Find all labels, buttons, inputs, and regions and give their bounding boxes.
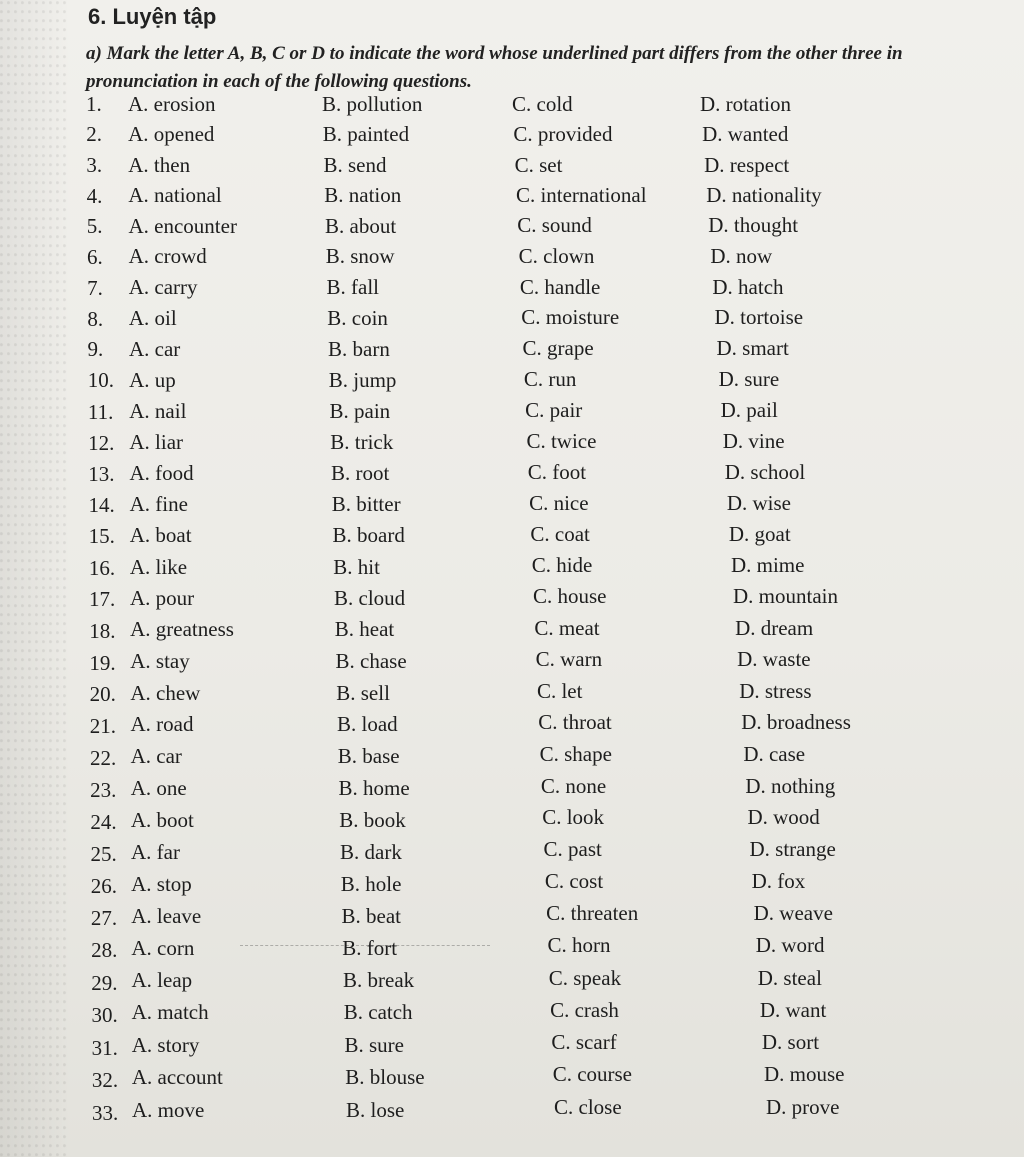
option-b: B. dark — [340, 839, 402, 864]
option-c: C. look — [542, 805, 605, 830]
option-a: A. road — [130, 712, 194, 737]
option-b: B. sure — [344, 1032, 404, 1057]
option-a: A. crowd — [128, 244, 207, 269]
option-c: C. run — [523, 366, 577, 391]
question-row-14 — [0, 490, 1024, 523]
question-number: 18. — [89, 618, 116, 643]
option-a: A. erosion — [128, 92, 216, 116]
option-a: A. national — [128, 183, 222, 208]
option-a: A. encounter — [128, 213, 237, 238]
option-b: B. bitter — [331, 491, 401, 516]
option-c: C. past — [543, 837, 602, 862]
option-d: D. smart — [716, 335, 789, 360]
option-a: A. corn — [131, 935, 195, 960]
option-a: A. leave — [131, 903, 202, 928]
question-row-12 — [0, 428, 1024, 461]
question-number: 27. — [90, 906, 118, 931]
option-b: B. lose — [346, 1097, 405, 1122]
question-row-23 — [0, 773, 1024, 808]
question-row-15 — [0, 521, 1024, 554]
question-row-9 — [0, 337, 1024, 367]
question-row-30 — [0, 997, 1024, 1033]
option-d: D. dream — [735, 615, 814, 640]
question-number: 33. — [92, 1100, 119, 1125]
option-d: D. mountain — [733, 584, 838, 609]
question-number: 9. — [87, 337, 104, 362]
option-c: C. let — [536, 678, 583, 703]
option-c: C. close — [554, 1094, 622, 1119]
question-row-21 — [0, 710, 1024, 744]
question-row-31 — [0, 1030, 1024, 1066]
option-d: D. wanted — [702, 122, 789, 147]
option-c: C. warn — [535, 647, 603, 672]
option-b: B. jump — [328, 367, 397, 392]
option-a: A. boot — [130, 807, 194, 832]
question-number: 22. — [89, 745, 117, 770]
question-row-4 — [0, 184, 1024, 214]
option-d: D. case — [743, 741, 806, 766]
option-d: D. nothing — [745, 773, 836, 798]
question-number: 16. — [88, 555, 116, 580]
option-a: A. opened — [128, 122, 215, 147]
instruction-text: a) Mark the letter A, B, C or D to indicate the word whose underlined part differs from the other three in pronunciation in each of the following questions. — [86, 43, 903, 92]
question-number: 30. — [91, 1003, 118, 1028]
option-b: B. fall — [326, 275, 379, 300]
question-row-13 — [0, 459, 1024, 492]
question-number: 12. — [88, 430, 115, 455]
option-a: A. oil — [128, 305, 177, 330]
option-a: A. chew — [130, 680, 201, 705]
option-b: B. about — [325, 213, 397, 238]
option-b: B. pain — [329, 398, 391, 423]
option-c: C. grape — [522, 335, 594, 360]
question-row-29 — [0, 965, 1024, 1001]
question-row-26 — [0, 869, 1024, 904]
option-d: D. waste — [737, 647, 811, 672]
question-number: 20. — [89, 682, 116, 707]
question-row-19 — [0, 647, 1024, 681]
option-c: C. course — [552, 1062, 633, 1087]
question-number: 29. — [91, 970, 118, 995]
question-number: 11. — [87, 399, 114, 424]
option-d: D. prove — [766, 1094, 840, 1119]
option-d: D. wise — [726, 490, 791, 515]
option-c: C. set — [514, 152, 563, 177]
question-row-10 — [0, 368, 1024, 398]
option-b: B. nation — [324, 183, 402, 208]
question-row-2 — [0, 122, 1024, 152]
option-a: A. then — [128, 152, 191, 177]
question-number: 10. — [87, 368, 114, 393]
question-row-5 — [0, 214, 1024, 244]
question-number: 7. — [87, 275, 103, 300]
question-number: 6. — [86, 244, 103, 269]
option-d: D. tortoise — [714, 305, 804, 330]
option-d: D. steal — [757, 965, 822, 990]
option-a: A. stay — [130, 648, 190, 673]
option-b: B. send — [323, 152, 387, 177]
option-a: A. car — [129, 336, 181, 361]
option-d: D. pail — [720, 397, 778, 422]
question-row-18 — [0, 615, 1024, 649]
question-number: 13. — [88, 461, 115, 486]
option-b: B. break — [343, 968, 415, 993]
option-a: A. account — [131, 1065, 223, 1090]
option-a: A. carry — [128, 275, 198, 300]
option-d: D. broadness — [741, 710, 851, 735]
question-number: 32. — [91, 1068, 119, 1093]
option-a: A. nail — [129, 398, 187, 423]
option-c: C. threaten — [546, 901, 639, 926]
question-number: 14. — [88, 493, 115, 518]
option-c: C. cold — [512, 92, 573, 116]
question-row-1 — [0, 92, 1024, 122]
option-b: B. board — [332, 523, 405, 548]
question-row-32 — [0, 1062, 1024, 1098]
option-c: C. scarf — [551, 1030, 617, 1055]
question-number: 31. — [91, 1035, 118, 1060]
option-a: A. leap — [131, 968, 193, 993]
option-a: A. match — [131, 1000, 209, 1025]
option-b: B. load — [337, 712, 398, 737]
question-row-24 — [0, 805, 1024, 840]
option-a: A. food — [129, 460, 194, 485]
option-b: B. snow — [325, 244, 395, 269]
option-b: B. cloud — [334, 585, 406, 610]
option-c: C. shape — [539, 741, 612, 766]
option-b: B. catch — [343, 1000, 413, 1025]
option-d: D. mouse — [763, 1062, 845, 1087]
question-number: 19. — [89, 650, 116, 675]
option-c: C. pair — [525, 397, 583, 422]
option-a: A. stop — [131, 871, 192, 896]
option-a: A. far — [131, 839, 180, 864]
option-c: C. nice — [529, 490, 589, 515]
option-b: B. hole — [340, 871, 402, 896]
option-c: C. house — [533, 584, 607, 609]
option-d: D. strange — [749, 837, 836, 862]
option-c: C. handle — [519, 274, 601, 299]
paper-fold-line — [240, 945, 490, 946]
option-b: B. painted — [322, 122, 410, 147]
option-d: D. goat — [728, 521, 791, 546]
option-b: B. root — [331, 460, 390, 485]
question-row-17 — [0, 584, 1024, 617]
option-a: A. car — [130, 743, 182, 768]
question-row-28 — [0, 933, 1024, 968]
option-d: D. mime — [730, 553, 805, 578]
question-row-16 — [0, 553, 1024, 586]
option-c: C. cost — [544, 869, 604, 894]
option-d: D. sort — [761, 1030, 820, 1055]
question-number: 5. — [86, 214, 103, 239]
question-number: 4. — [86, 183, 103, 208]
option-b: B. trick — [330, 429, 394, 454]
option-b: B. barn — [328, 336, 390, 361]
option-d: D. sure — [718, 366, 780, 391]
question-row-8 — [0, 307, 1024, 337]
question-number: 26. — [90, 873, 117, 898]
option-d: D. rotation — [700, 92, 791, 116]
option-d: D. wood — [747, 805, 820, 830]
option-d: D. weave — [753, 901, 833, 926]
option-d: D. vine — [722, 428, 785, 453]
option-c: C. clown — [518, 243, 595, 268]
option-a: A. boat — [129, 523, 192, 548]
option-a: A. story — [131, 1032, 200, 1057]
option-a: A. move — [132, 1097, 205, 1122]
option-c: C. hide — [531, 553, 593, 578]
option-b: B. blouse — [345, 1065, 425, 1090]
option-b: B. hit — [333, 554, 380, 579]
option-c: C. crash — [550, 997, 619, 1022]
question-number: 23. — [90, 777, 117, 802]
question-number: 2. — [86, 122, 102, 147]
option-d: D. respect — [704, 152, 790, 177]
option-a: A. liar — [129, 429, 184, 454]
question-number: 3. — [86, 152, 103, 177]
option-b: B. chase — [335, 648, 407, 673]
option-c: C. provided — [513, 122, 613, 147]
option-c: C. twice — [526, 428, 597, 453]
question-number: 8. — [87, 306, 104, 331]
option-c: C. foot — [527, 459, 587, 484]
question-row-7 — [0, 276, 1024, 306]
option-d: D. fox — [751, 869, 806, 894]
option-c: C. horn — [547, 933, 611, 958]
question-row-25 — [0, 837, 1024, 872]
option-b: B. home — [338, 775, 410, 800]
option-c: C. coat — [530, 521, 590, 546]
option-b: B. sell — [336, 680, 390, 705]
question-number: 17. — [89, 587, 116, 612]
option-b: B. book — [339, 807, 406, 832]
option-c: C. sound — [517, 213, 592, 238]
option-a: A. like — [129, 554, 188, 579]
option-b: B. fort — [342, 935, 398, 960]
option-b: B. pollution — [322, 92, 423, 116]
question-number: 1. — [86, 92, 102, 116]
option-d: D. hatch — [712, 274, 784, 299]
option-c: C. international — [515, 182, 647, 207]
option-b: B. heat — [334, 617, 395, 642]
option-d: D. want — [759, 997, 827, 1022]
option-c: C. throat — [538, 710, 612, 735]
option-c: C. meat — [534, 615, 600, 640]
option-a: A. fine — [129, 491, 188, 516]
option-a: A. pour — [130, 585, 195, 610]
section-title: 6. Luyện tập — [88, 4, 217, 29]
option-d: D. thought — [708, 213, 799, 238]
option-b: B. beat — [341, 903, 401, 928]
question-row-11 — [0, 397, 1024, 430]
option-d: D. school — [724, 459, 806, 484]
question-row-33 — [0, 1094, 1024, 1131]
question-number: 25. — [90, 841, 117, 866]
option-b: B. base — [337, 743, 400, 768]
question-number: 28. — [91, 938, 118, 963]
question-row-22 — [0, 741, 1024, 776]
option-c: C. moisture — [521, 305, 620, 330]
question-number: 21. — [89, 714, 116, 739]
option-d: D. now — [710, 243, 773, 268]
option-c: C. none — [540, 773, 607, 798]
question-row-3 — [0, 153, 1024, 183]
question-number: 24. — [90, 809, 117, 834]
question-row-20 — [0, 678, 1024, 712]
option-c: C. speak — [548, 965, 622, 990]
option-a: A. up — [129, 367, 176, 392]
option-d: D. word — [755, 933, 825, 958]
option-b: B. coin — [327, 305, 388, 330]
question-number: 15. — [88, 524, 115, 549]
option-a: A. one — [130, 775, 187, 800]
question-row-6 — [0, 245, 1024, 275]
option-d: D. stress — [739, 678, 812, 703]
question-row-27 — [0, 901, 1024, 936]
option-a: A. greatness — [130, 617, 234, 642]
option-d: D. nationality — [706, 182, 822, 207]
